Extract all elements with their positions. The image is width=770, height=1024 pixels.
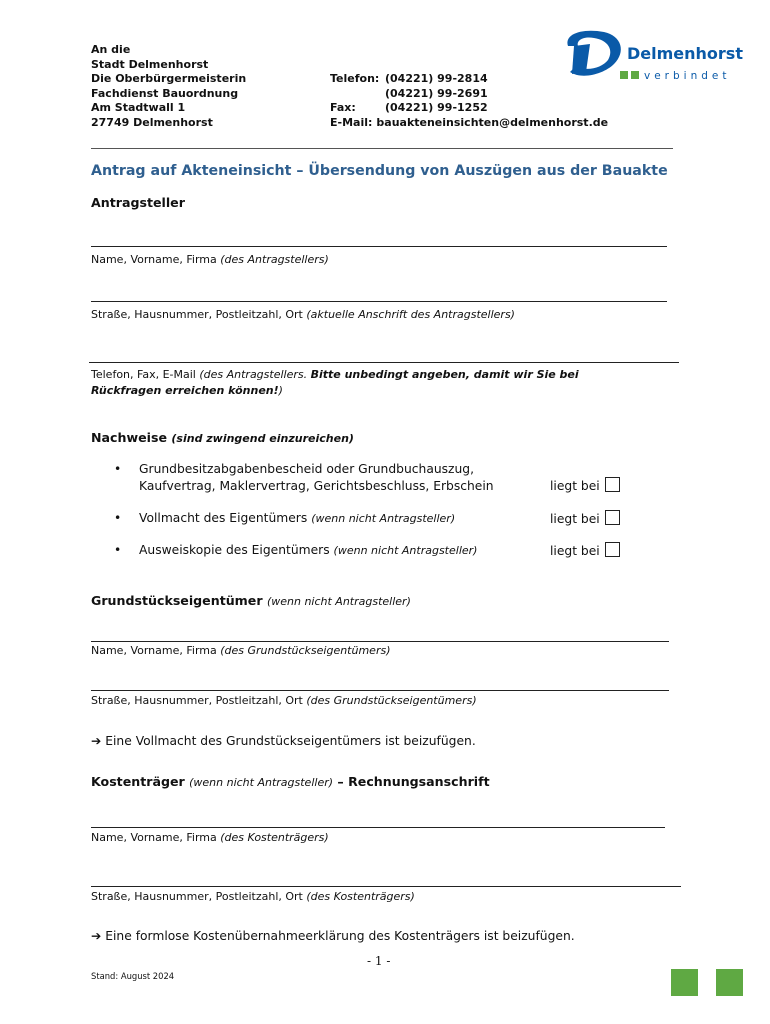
- applicant-address-field[interactable]: [91, 301, 667, 302]
- svg-text:verbindet: verbindet: [644, 70, 731, 82]
- footer-square: [716, 969, 743, 996]
- item-note: (wenn nicht Antragsteller): [333, 544, 478, 557]
- evidence-item-status: [550, 542, 620, 560]
- page-number: - 1 -: [367, 954, 391, 968]
- cost-name-field[interactable]: [91, 827, 665, 828]
- owner-address-field[interactable]: [91, 690, 669, 691]
- address-line: Fachdienst Bauordnung: [91, 86, 239, 100]
- caption-note: (des Kostenträgers): [220, 831, 329, 844]
- contact-label: E-Mail:: [330, 115, 373, 129]
- contact-phone2-row: [330, 87, 608, 102]
- applicant-heading: Antragsteller: [91, 195, 185, 210]
- recipient-address: [91, 43, 246, 131]
- contact-email-link[interactable]: bauakteneinsichten@delmenhorst.de: [376, 115, 609, 129]
- evidence-item-status: [550, 477, 620, 495]
- contact-fax-row: [330, 101, 608, 116]
- heading-note: (wenn nicht Antragsteller): [189, 776, 334, 789]
- address-line: Die Oberbürgermeisterin: [91, 72, 247, 86]
- status-label: liegt bei: [550, 512, 600, 526]
- contact-label: [330, 87, 385, 102]
- evidence-heading: [91, 430, 354, 445]
- cost-heading: [91, 774, 490, 789]
- evidence-item-text: [139, 542, 477, 559]
- caption-close: ): [278, 384, 283, 397]
- item-line: Ausweiskopie des Eigentümers: [139, 543, 330, 557]
- applicant-contact-caption: [91, 367, 579, 399]
- caption-note: (des Antragstellers): [220, 253, 329, 266]
- revision-date: Stand: August 2024: [91, 971, 175, 981]
- item-line: Kaufvertrag, Maklervertrag, Gerichtsbeschluss, Erbschein: [139, 479, 494, 493]
- contact-email-row: [330, 116, 608, 131]
- owner-name-field[interactable]: [91, 641, 669, 642]
- caption-note: (aktuelle Anschrift des Antragstellers): [306, 308, 515, 321]
- applicant-address-caption: [91, 308, 515, 321]
- contact-label: Telefon:: [330, 72, 380, 85]
- contact-value: (04221) 99-1252: [385, 101, 488, 115]
- svg-text:Delmenhorst: Delmenhorst: [627, 44, 743, 63]
- bullet: •: [114, 462, 122, 476]
- delmenhorst-logo: [560, 28, 750, 88]
- applicant-name-field[interactable]: [91, 246, 667, 247]
- owner-address-caption: [91, 694, 477, 707]
- cost-name-caption: [91, 831, 329, 844]
- caption-text: Name, Vorname, Firma: [91, 644, 217, 657]
- caption-note: (des Antragstellers.: [199, 368, 308, 381]
- heading-note: (wenn nicht Antragsteller): [266, 595, 411, 608]
- caption-note: (des Grundstückseigentümers): [306, 694, 477, 707]
- status-label: liegt bei: [550, 479, 600, 493]
- document-title: Antrag auf Akteneinsicht – Übersendung von Auszügen aus der Bauakte: [91, 163, 668, 179]
- heading-text: Nachweise: [91, 430, 167, 445]
- checkbox[interactable]: [605, 510, 620, 525]
- caption-text: Straße, Hausnummer, Postleitzahl, Ort: [91, 308, 303, 321]
- status-label: liegt bei: [550, 544, 600, 558]
- caption-note: (des Kostenträgers): [306, 890, 415, 903]
- caption-text: Name, Vorname, Firma: [91, 831, 217, 844]
- applicant-name-caption: [91, 253, 329, 266]
- heading-text: Kostenträger: [91, 774, 185, 789]
- evidence-item-status: [550, 510, 620, 528]
- heading-text: Grundstückseigentümer: [91, 593, 263, 608]
- owner-name-caption: [91, 644, 391, 657]
- caption-warning: Bitte unbedingt angeben, damit wir Sie bei: [310, 368, 579, 381]
- bullet: •: [114, 543, 122, 557]
- header-divider: [91, 148, 673, 149]
- arrow-icon: ➔: [91, 734, 102, 748]
- caption-text: Straße, Hausnummer, Postleitzahl, Ort: [91, 890, 303, 903]
- bullet: •: [114, 511, 122, 525]
- evidence-item-text: [139, 510, 455, 527]
- cost-address-caption: [91, 890, 415, 903]
- checkbox[interactable]: [605, 477, 620, 492]
- caption-text: Straße, Hausnummer, Postleitzahl, Ort: [91, 694, 303, 707]
- evidence-item-text: [139, 461, 494, 495]
- caption-text: Telefon, Fax, E-Mail: [91, 368, 196, 381]
- caption-text: Name, Vorname, Firma: [91, 253, 217, 266]
- item-note: (wenn nicht Antragsteller): [311, 512, 456, 525]
- owner-heading: [91, 593, 411, 608]
- contact-value: (04221) 99-2691: [385, 86, 488, 100]
- footer-square: [671, 969, 698, 996]
- contact-label: Fax:: [330, 101, 356, 115]
- caption-warning: Rückfragen erreichen können!: [91, 384, 279, 397]
- contact-value: (04221) 99-2814: [385, 72, 488, 85]
- item-line: Vollmacht des Eigentümers: [139, 511, 308, 525]
- arrow-icon: ➔: [91, 929, 102, 943]
- address-line: Stadt Delmenhorst: [91, 57, 209, 71]
- address-line: 27749 Delmenhorst: [91, 115, 213, 129]
- heading-suffix: – Rechnungsanschrift: [337, 774, 490, 789]
- cost-note: [91, 929, 575, 943]
- note-text: Eine Vollmacht des Grundstückseigentümers ist beizufügen.: [105, 734, 476, 748]
- owner-note: [91, 734, 476, 748]
- cost-address-field[interactable]: [91, 886, 681, 887]
- heading-note: (sind zwingend einzureichen): [171, 432, 354, 445]
- caption-note: (des Grundstückseigentümers): [220, 644, 391, 657]
- address-line: An die: [91, 43, 131, 56]
- checkbox[interactable]: [605, 542, 620, 557]
- note-text: Eine formlose Kostenübernahmeerklärung des Kostenträgers ist beizufügen.: [105, 929, 575, 943]
- item-line: Grundbesitzabgabenbescheid oder Grundbuchauszug,: [139, 462, 475, 476]
- applicant-contact-field[interactable]: [89, 362, 679, 363]
- address-line: Am Stadtwall 1: [91, 101, 186, 115]
